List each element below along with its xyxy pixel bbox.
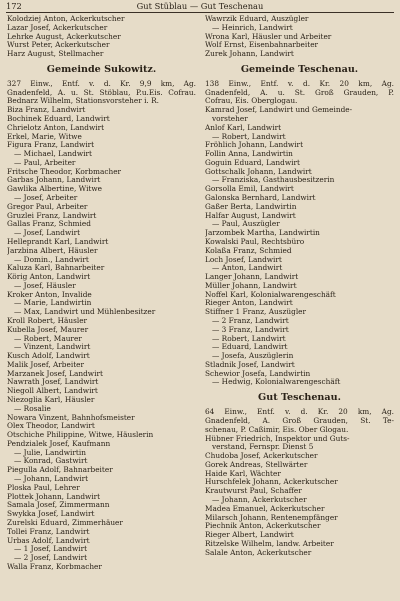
header-rule: [6, 12, 394, 13]
directory-entry: — Josef, Häusler: [14, 281, 76, 290]
directory-entry: Swykka Josef, Landwirt: [7, 510, 95, 519]
directory-entry: Figura Franz, Landwirt: [7, 141, 95, 150]
directory-entry: Kroker Anton, Invalide: [7, 290, 92, 299]
right-column: [205, 15, 394, 599]
directory-entry: — Hedwig, Kolonialwarengeschäft: [212, 378, 341, 387]
directory-entry: — Paul, Auszügler: [212, 220, 280, 229]
directory-entry: Follin Anna, Landwirtin: [205, 150, 293, 159]
directory-entry: Otschiche Philippine, Witwe, Häuslerin: [7, 431, 154, 440]
directory-entry: — Rosalie: [14, 404, 51, 413]
directory-entry: Ploska Paul, Lehrer: [7, 483, 80, 492]
directory-entry: vorsteher: [212, 115, 248, 123]
directory-entry: Gaßer Berta, Landwirtin: [205, 202, 297, 211]
directory-entry: Cofrau, Eis. Oberglogau.: [205, 97, 298, 106]
directory-entry: — Josefa, Auszüglerin: [212, 352, 294, 361]
directory-entry: Fritsche Theodor, Korbmacher: [7, 167, 122, 176]
directory-entry: Gottschalk Johann, Landwirt: [205, 167, 312, 176]
directory-entry: Chrielotz Anton, Landwirt: [7, 123, 105, 132]
directory-entry: Wolf Ernst, Eisenbahnarbeiter: [205, 41, 319, 50]
directory-entry: Biza Franz, Landwirt: [7, 106, 86, 115]
directory-entry: — Konrad, Gastwirt: [14, 457, 88, 466]
directory-entry: Rieger Albert, Landwirt: [205, 531, 294, 540]
section-info-line: 138 Einw., Entf. v. d. Kr. 20 km, Ag.: [205, 79, 394, 88]
directory-entry: Gawlika Albertine, Witwe: [7, 185, 102, 194]
directory-entry: Piechnik Anton, Ackerkutscher: [205, 522, 321, 531]
directory-entry: Haide Karl, Wächter: [205, 469, 281, 478]
directory-entry: — Marie, Landwirtin: [14, 299, 92, 308]
directory-entry: Hurschfelek Johann, Ackerkutscher: [205, 478, 338, 487]
directory-entry: Krautwurst Paul, Schaffer: [205, 487, 302, 496]
left-column: [7, 15, 196, 599]
directory-entry: — Franziska, Gasthausbesitzerin: [212, 176, 335, 185]
directory-entry: — Domin., Landwirt: [14, 255, 89, 264]
directory-entry: Loch Josef, Landwirt: [205, 255, 282, 264]
directory-entry: Goguin Eduard, Landwirt: [205, 158, 300, 167]
directory-entry: — 2 Josef, Landwirt: [14, 554, 88, 563]
directory-entry: Kaluza Karl, Bahnarbeiter: [7, 264, 105, 273]
directory-entry: Kroll Robert, Häusler: [7, 316, 88, 325]
directory-entry: — 3 Franz, Landwirt: [212, 325, 289, 334]
directory-entry: Gorsolla Emil, Landwirt: [205, 185, 294, 194]
directory-entry: Niezoglia Karl, Häusler: [7, 396, 95, 404]
directory-entry: Gruzlei Franz, Landwirt: [7, 211, 97, 220]
section-info-line: Gnadenfeld, A. Groß Grauden, St. Te-: [205, 416, 394, 425]
directory-entry: Lehrke August, Ackerkutscher: [7, 32, 121, 41]
directory-entry: verstand, Fernspr. Dienst 5: [212, 443, 314, 452]
directory-entry: Bochinek Eduard, Landwirt: [7, 115, 110, 123]
page-title: Gut Stüblau — Gut Teschenau: [136, 1, 264, 11]
directory-entry: Kolodziej Anton, Ackerkutscher: [7, 15, 125, 23]
directory-entry: Niegoll Albert, Landwirt: [7, 387, 98, 396]
directory-entry: Jarzbina Albert, Häusler: [7, 246, 98, 255]
directory-entry: Kolaßa Franz, Schmied: [205, 246, 292, 255]
directory-entry: Walla Franz, Korbmacher: [7, 562, 102, 571]
directory-entry: Wrona Karl, Häusler und Arbeiter: [205, 32, 332, 41]
section-info-line: Gnadenfeld, A. u. St. Groß Grauden, P.: [205, 88, 394, 97]
directory-entry: Salale Anton, Ackerkutscher: [205, 548, 312, 557]
directory-entry: — Heinrich, Landwirt: [212, 23, 293, 32]
directory-entry: — Max, Landwirt und Mühlenbesitzer: [14, 308, 156, 317]
directory-entry: — Johann, Ackerkutscher: [212, 496, 307, 504]
directory-entry: Jarzombek Martha, Landwirtin: [205, 229, 320, 238]
directory-entry: — Michael, Landwirt: [14, 150, 92, 159]
directory-entry: Zurek Johann, Landwirt: [205, 50, 294, 59]
directory-entry: Wawrzik Eduard, Auszügler: [205, 15, 309, 23]
page-header: [6, 1, 394, 12]
directory-entry: Olex Theodor, Landwirt: [7, 422, 95, 431]
directory-entry: — Paul, Arbeiter: [14, 158, 76, 167]
directory-entry: — Robert, Landwirt: [212, 132, 286, 141]
directory-entry: Gorek Andreas, Stellwärter: [205, 460, 308, 469]
directory-entry: Rieger Anton, Landwirt: [205, 299, 293, 308]
directory-entry: Noffel Karl, Kolonialwarengeschäft: [205, 290, 336, 299]
section-heading: Gut Teschenau.: [258, 392, 341, 404]
section-info-line: 64 Einw., Entf. v. d. Kr. 20 km, Ag.: [205, 408, 394, 417]
directory-entry: Harz August, Stellmacher: [7, 50, 104, 59]
directory-entry: Gallas Franz, Schmied: [7, 220, 91, 229]
directory-entry: — Vinzent, Landwirt: [14, 343, 91, 352]
section-info-line: 327 Einw., Entf. v. d. Kr. 9,9 km, Ag.: [7, 79, 196, 88]
directory-entry: Galonska Bernhard, Landwirt: [205, 194, 316, 203]
directory-entry: Müller Johann, Landwirt: [205, 281, 297, 290]
directory-entry: — Julie, Landwirtin: [14, 448, 86, 457]
directory-entry: Madea Emanuel, Ackerkutscher: [205, 504, 325, 513]
directory-entry: — Josef, Arbeiter: [14, 194, 78, 203]
directory-entry: Kamrad Josef, Landwirt und Gemeinde-: [205, 106, 353, 115]
directory-entry: Lazar Josef, Ackerkutscher: [7, 23, 108, 32]
directory-entry: Nowara Vinzent, Bahnhofsmeister: [7, 413, 135, 422]
directory-entry: Marzanek Josef, Landwirt: [7, 369, 103, 378]
directory-entry: Schewior Josefa, Landwirtin: [205, 369, 311, 378]
directory-entry: Bednarz Wilhelm, Stationsvorsteher i. R.: [7, 97, 159, 106]
directory-entry: — Eduard, Landwirt: [212, 343, 288, 352]
directory-entry: — Josef, Landwirt: [14, 229, 81, 238]
directory-entry: Milarsch Johann, Rentenempfänger: [205, 513, 338, 522]
directory-entry: Anlof Karl, Landwirt: [205, 123, 282, 132]
directory-entry: Kusch Adolf, Landwirt: [7, 352, 90, 361]
directory-entry: — Johann, Landwirt: [14, 475, 89, 484]
directory-entry: Piegulla Adolf, Bahnarbeiter: [7, 466, 113, 475]
page-number: 172: [6, 1, 22, 11]
directory-entry: Halfar August, Landwirt: [205, 211, 296, 220]
directory-entry: — 2 Franz, Landwirt: [212, 316, 289, 325]
directory-entry: Hübner Friedrich, Inspektor und Guts-: [205, 434, 350, 443]
directory-entry: Kowalski Paul, Rechtsbüro: [205, 237, 305, 246]
directory-entry: schenau, P. Caßimir, Eis. Ober Glogau.: [205, 425, 349, 434]
directory-entry: Urbas Adolf, Landwirt: [7, 536, 90, 545]
directory-entry: — Anton, Landwirt: [212, 264, 283, 273]
directory-entry: Ritzelske Wilhelm, landw. Arbeiter: [205, 539, 334, 548]
directory-entry: Körig Anton, Landwirt: [7, 273, 91, 282]
directory-entry: Langer Johann, Landwirt: [205, 273, 299, 282]
directory-entry: Garbas Johann, Landwirt: [7, 176, 101, 185]
section-heading: Gemeinde Sukowitz.: [46, 63, 157, 75]
directory-entry: Pendzialek Josef, Kaufmann: [7, 439, 111, 448]
directory-entry: Chudoba Josef, Ackerkutscher: [205, 452, 318, 461]
directory-entry: Erkel, Marie, Witwe: [7, 132, 82, 141]
directory-entry: Tollei Franz, Landwirt: [7, 527, 90, 536]
directory-entry: Plottek Johann, Landwirt: [7, 492, 101, 501]
section-heading: Gemeinde Teschenau.: [240, 63, 359, 75]
directory-entry: Kubella Josef, Maurer: [7, 325, 89, 334]
directory-entry: — 1 Josef, Landwirt: [14, 545, 88, 554]
directory-entry: — Robert, Maurer: [14, 334, 82, 343]
directory-entry: Stiffner 1 Franz, Auszügler: [205, 308, 307, 317]
directory-entry: Fröhlich Johann, Landwirt: [205, 141, 304, 150]
directory-entry: Nawrath Josef, Landwirt: [7, 378, 99, 387]
directory-entry: Malik Josef, Arbeiter: [7, 360, 85, 369]
directory-entry: Zurelski Eduard, Zimmerhäuer: [7, 518, 123, 527]
directory-entry: — Robert, Landwirt: [212, 334, 286, 343]
directory-entry: Helleprandt Karl, Landwirt: [7, 237, 109, 246]
section-info-line: Gnadenfeld, A. u. St. Stöblau, P.u.Eis. Cofrau.: [7, 88, 196, 97]
directory-entry: Gregor Paul, Arbeiter: [7, 202, 88, 211]
directory-entry: Stladnik Josef, Landwirt: [205, 360, 295, 369]
directory-entry: Wurst Peter, Ackerkutscher: [7, 41, 110, 50]
directory-entry: Samala Josef, Zimmermann: [7, 501, 110, 510]
